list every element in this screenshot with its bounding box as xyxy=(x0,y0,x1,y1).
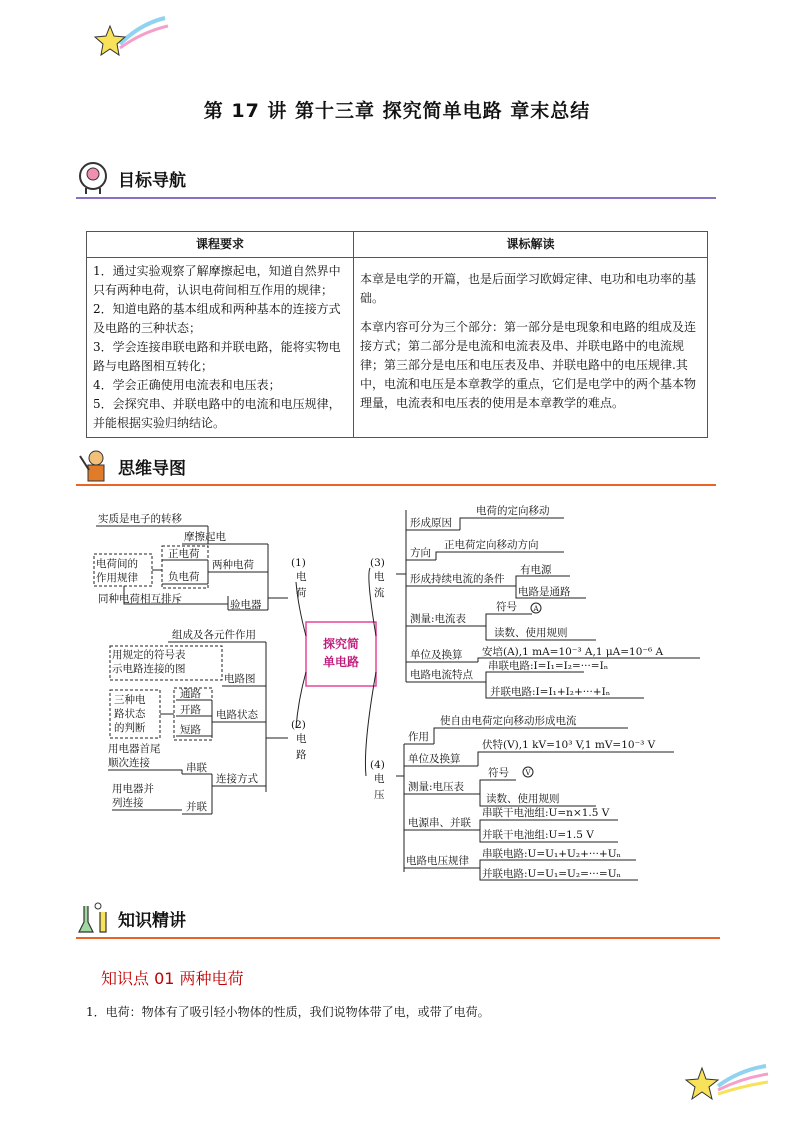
section-divider xyxy=(76,484,716,486)
map-node: 电路图 xyxy=(224,673,256,685)
map-node: 的判断 xyxy=(114,722,146,734)
map-node: 三种电 xyxy=(114,694,146,706)
map-node: 两种电荷 xyxy=(212,559,254,571)
branch-char: 压 xyxy=(374,789,385,801)
section-divider xyxy=(76,937,720,939)
map-node: 电路是通路 xyxy=(518,586,571,598)
map-node: 电源串、并联 xyxy=(408,817,471,829)
voltmeter-symbol-letter: V xyxy=(525,769,531,777)
map-node: 方向 xyxy=(410,547,431,559)
map-node: 正电荷 xyxy=(168,548,200,560)
branch-char: 电 xyxy=(296,571,307,583)
map-node: 安培(A),1 mA=10⁻³ A,1 μA=10⁻⁶ A xyxy=(482,646,664,658)
map-node: 有电源 xyxy=(520,564,552,576)
map-node: 负电荷 xyxy=(168,571,200,583)
branch-char: 电 xyxy=(374,773,385,785)
interpretation-cell xyxy=(354,258,708,438)
map-node: 单位及换算 xyxy=(408,753,461,765)
star-decoration-icon xyxy=(90,14,170,64)
map-node: 用电器并 xyxy=(112,783,154,795)
body-paragraph: 1．电荷：物体有了吸引轻小物体的性质，我们说物体带了电，或带了电荷。 xyxy=(86,1005,490,1019)
map-node: 实质是电子的转移 xyxy=(98,513,182,525)
teacher-icon xyxy=(76,448,114,484)
branch-num: (4) xyxy=(370,759,385,771)
center-node: 探究简 xyxy=(322,637,360,651)
map-node: 测量:电流表 xyxy=(410,613,467,625)
map-node: 并联干电池组:U=1.5 V xyxy=(482,829,594,841)
map-node: 验电器 xyxy=(230,599,262,611)
interpretation-item: 本章内容可分为三个部分：第一部分是电现象和电路的组成及连接方式；第二部分是电流和电流表及串、并联电路中的电流规律；第三部分是电压和电压表及串、并联电路中的电压规律.其中，电流和电压是本章教学的重点，它们是电学中的两个基本物理量，电流表和电压表的使用是本章教学的难点。 xyxy=(360,320,697,410)
map-node: 同种电荷相互排斥 xyxy=(98,593,182,605)
section-header-knowledge xyxy=(76,900,716,936)
map-node: 形成原因 xyxy=(410,517,452,529)
ammeter-symbol-letter: A xyxy=(533,605,539,613)
map-node: 符号 xyxy=(488,767,509,779)
map-node: 串联 xyxy=(186,762,207,774)
requirement-item: 4．学会正确使用电流表和电压表； xyxy=(93,378,281,392)
map-node: 通路 xyxy=(180,688,201,700)
table-header: 课标解读 xyxy=(354,232,708,258)
table-header: 课程要求 xyxy=(87,232,354,258)
section-header-goal xyxy=(76,160,716,196)
map-node: 串联干电池组:U=n×1.5 V xyxy=(482,807,610,819)
flask-icon xyxy=(76,900,114,936)
map-node: 读数、使用规则 xyxy=(494,627,568,639)
branch-char: 电 xyxy=(296,733,307,745)
section-title: 目标导航 xyxy=(118,171,186,191)
map-node: 电荷间的 xyxy=(96,558,138,570)
map-node: 单位及换算 xyxy=(410,649,463,661)
map-node: 顺次连接 xyxy=(108,757,150,769)
map-node: 开路 xyxy=(180,704,201,716)
requirement-item: 1．通过实验观察了解摩擦起电，知道自然界中只有两种电荷，认识电荷间相互作用的规律； xyxy=(93,264,341,297)
map-node: 符号 xyxy=(496,601,517,613)
requirement-item: 3．学会连接串联电路和并联电路，能将实物电路与电路图相互转化； xyxy=(93,340,341,373)
map-node: 用规定的符号表 xyxy=(112,649,186,661)
map-node: 摩擦起电 xyxy=(184,531,226,543)
interpretation-item: 本章是电学的开篇，也是后面学习欧姆定律、电功和电功率的基础。 xyxy=(360,272,697,305)
map-node: 正电荷定向移动方向 xyxy=(444,539,539,551)
map-node: 串联电路:U=U₁+U₂+···+Uₙ xyxy=(482,848,622,860)
map-node: 电路电压规律 xyxy=(406,855,469,867)
map-node: 串联电路:I=I₁=I₂=···=Iₙ xyxy=(488,660,609,672)
map-node: 使自由电荷定向移动形成电流 xyxy=(440,715,577,727)
map-node: 电荷的定向移动 xyxy=(476,505,550,517)
map-node: 短路 xyxy=(180,724,201,736)
map-node: 并联 xyxy=(186,801,207,813)
map-node: 测量:电压表 xyxy=(408,781,465,793)
map-node: 路状态 xyxy=(114,708,146,720)
star-decoration-icon xyxy=(680,1058,770,1108)
map-node: 用电器首尾 xyxy=(108,743,161,755)
section-divider xyxy=(76,197,716,199)
map-node: 电路电流特点 xyxy=(410,669,473,681)
map-node: 作用 xyxy=(408,731,429,743)
branch-num: (3) xyxy=(370,557,385,569)
map-node: 读数、使用规则 xyxy=(486,793,560,805)
map-node: 连接方式 xyxy=(216,773,258,785)
requirement-item: 2．知道电路的基本组成和两种基本的连接方式及电路的三种状态； xyxy=(93,302,341,335)
map-node: 伏特(V),1 kV=10³ V,1 mV=10⁻³ V xyxy=(482,739,656,751)
head-brain-icon xyxy=(76,160,114,196)
section-title: 思维导图 xyxy=(118,459,186,479)
map-node: 列连接 xyxy=(112,797,144,809)
branch-char: 路 xyxy=(296,749,307,761)
branch-char: 荷 xyxy=(296,587,307,599)
branch-char: 电 xyxy=(374,571,385,583)
map-node: 作用规律 xyxy=(96,572,138,584)
mind-map xyxy=(88,496,718,896)
map-node: 组成及各元件作用 xyxy=(172,629,256,641)
map-node: 示电路连接的图 xyxy=(112,663,186,675)
branch-num: (1) xyxy=(291,557,306,569)
page-title: 第 17 讲 第十三章 探究简单电路 章末总结 xyxy=(203,100,591,122)
section-title: 知识精讲 xyxy=(118,911,186,931)
requirements-cell xyxy=(87,258,354,438)
branch-num: (2) xyxy=(291,719,306,731)
requirement-item: 5．会探究串、并联电路中的电流和电压规律，并能根据实验归纳结论。 xyxy=(93,397,341,430)
map-node: 形成持续电流的条件 xyxy=(410,573,505,585)
knowledge-point-title: 知识点 01 两种电荷 xyxy=(101,969,244,988)
center-node: 单电路 xyxy=(322,655,360,669)
requirements-table xyxy=(86,231,708,438)
section-header-mindmap xyxy=(76,448,716,484)
map-node: 并联电路:U=U₁=U₂=···=Uₙ xyxy=(482,868,622,880)
map-node: 并联电路:I=I₁+I₂+···+Iₙ xyxy=(490,686,611,698)
branch-char: 流 xyxy=(374,587,385,599)
map-node: 电路状态 xyxy=(216,709,258,721)
mind-map-svg xyxy=(88,496,718,896)
